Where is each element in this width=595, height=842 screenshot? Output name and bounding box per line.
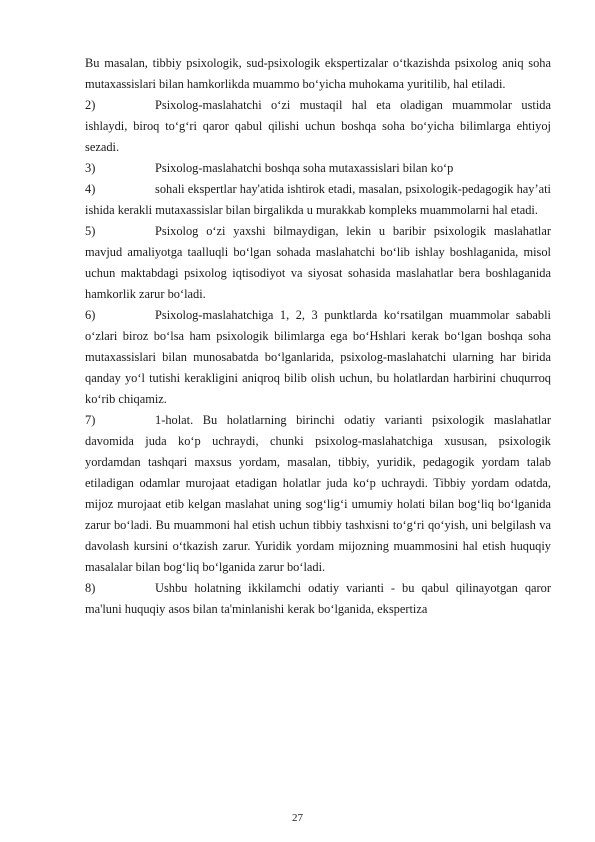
list-number: 6): [85, 308, 96, 322]
list-text: Psixolog-maslahatchi boshqa soha mutaxassislari bilan ko‘p: [155, 161, 454, 175]
list-item-5: [85, 221, 551, 305]
document-body: [85, 53, 551, 620]
list-text: sohali ekspertlar hay'atida ishtirok etadi, masalan, psixologik-pedagogik hay’ati ishida kerakli mutaxassislar bilan birgalikda u murakkab kompleks muammolarni hal etadi.: [85, 182, 551, 217]
paragraph-intro: Bu masalan, tibbiy psixologik, sud-psixologik ekspertizalar o‘tkazishda psixolog aniq soha mutaxassislari bilan hamkorlikda muammo bo‘yicha muhokama yuritilib, hal etiladi.: [85, 56, 551, 91]
list-number: 7): [85, 413, 96, 427]
list-text: Psixolog-maslahatchiga 1, 2, 3 punktlarda ko‘rsatilgan muammolar sababli o‘zlari biroz bo‘lsa ham psixologik bilimlarga ega bo‘Hshlari kerak bo‘lgan boshqa soha mutaxassislari bilan munosabatda bo‘lganlarida, psixolog-maslahatchi ularning har birida qanday yo‘l tutishi kerakligini aniqroq bilib olish uchun, bu holatlardan harbirini chuqurroq ko‘rib chiqamiz.: [85, 308, 551, 406]
list-item-7: [85, 410, 551, 578]
list-item-8: [85, 578, 551, 620]
list-item-2: [85, 95, 551, 158]
list-text: Psixolog-maslahatchi o‘zi mustaqil hal eta oladigan muammolar ustida ishlaydi, biroq to‘g‘ri qaror qabul qilishi uchun boshqa soha bo‘yicha bilimlarga ehtiyoj sezadi.: [85, 98, 551, 154]
list-item-4: [85, 179, 551, 221]
list-text: Psixolog o‘zi yaxshi bilmaydigan, lekin u baribir psixologik maslahatlar mavjud amaliyotga taalluqli bo‘lgan sohada maslahatchi bo‘lib ishlay boshlaganida, misol uchun maktabdagi psixolog iqtisodiyot va siyosat sohasida maslahatlar bera boshlaganida hamkorlik zarur bo‘ladi.: [85, 224, 551, 301]
list-number: 3): [85, 161, 96, 175]
list-number: 4): [85, 182, 96, 196]
list-number: 5): [85, 224, 96, 238]
list-text: Ushbu holatning ikkilamchi odatiy varianti - bu qabul qilinayotgan qaror ma'luni huquqiy asos bilan ta'minlanishi kerak bo‘lganida, ekspertiza: [85, 581, 551, 616]
page-number: 27: [292, 812, 303, 824]
list-number: 2): [85, 98, 96, 112]
list-item-6: [85, 305, 551, 410]
list-number: 8): [85, 581, 96, 595]
list-text: 1-holat. Bu holatlarning birinchi odatiy varianti psixologik maslahatlar davomida juda ko‘p uchraydi, chunki psixolog-maslahatchiga xususan, psixologik yordamdan tashqari maxsus yordam, masalan, tibbiy, yuridik, pedagogik yordam talab etiladigan odamlar murojaat etadigan holatlar juda ko‘p uchraydi. Tibbiy yordam odatda, mijoz murojaat etib kelgan maslahat uning sog‘lig‘i umumiy holati bilan bog‘liq bo‘lganida zarur bo‘ladi. Bu muammoni hal etish uchun tibbiy tashxisni to‘g‘ri qo‘yish, uni belgilash va davolash kursini o‘tkazish zarur. Yuridik yordam mijozning muammosini hal etish huquqiy masalalar bilan bog‘liq bo‘lganida zarur bo‘ladi.: [85, 413, 551, 574]
list-item-3: [85, 158, 551, 179]
